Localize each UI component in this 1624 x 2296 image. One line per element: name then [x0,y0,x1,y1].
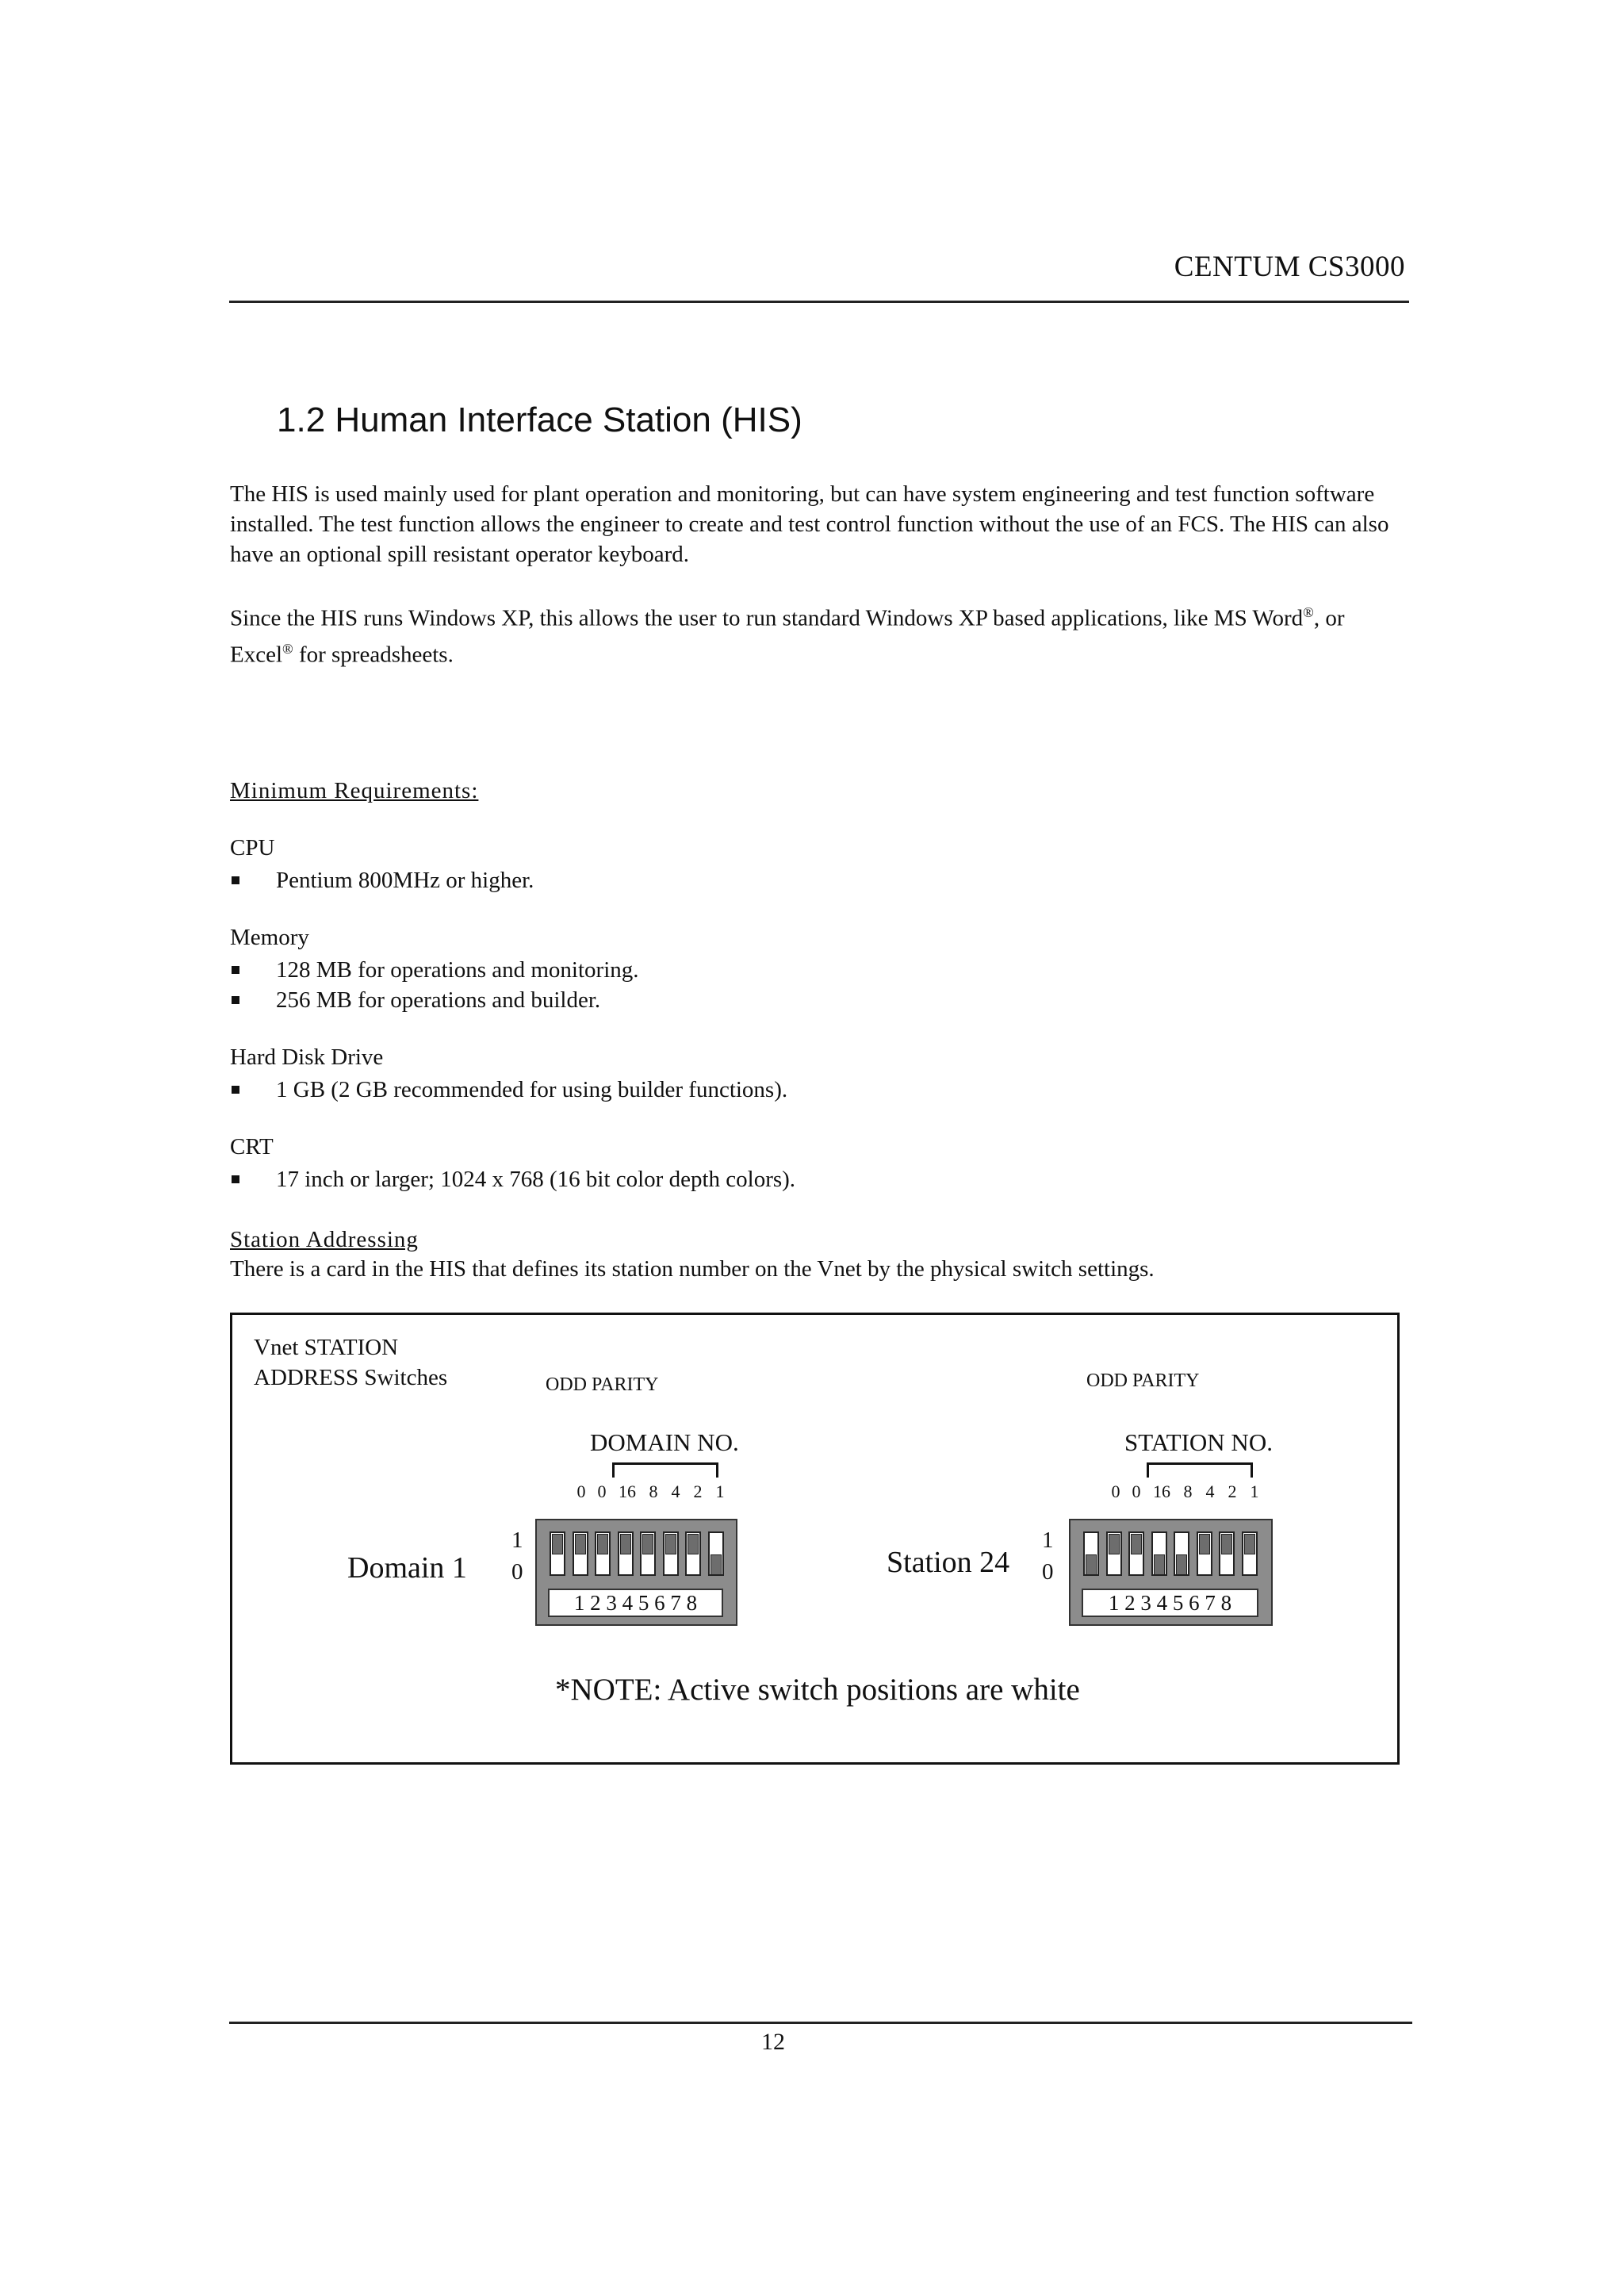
weight-label: 4 [671,1481,680,1501]
weight-label: 8 [1183,1481,1193,1501]
requirement-group-title: CPU [230,835,275,861]
station-switch-lever [1199,1534,1210,1554]
bullet-icon [232,1175,239,1183]
domain-switch-8[interactable] [708,1531,724,1576]
weight-label: 8 [649,1481,658,1501]
section-heading: 1.2 Human Interface Station (HIS) [277,401,802,439]
requirement-group-title: Memory [230,925,309,950]
requirement-item [230,985,600,1015]
station-switch-8[interactable] [1242,1531,1258,1576]
station-dip-switch [1069,1519,1273,1626]
diagram-title [254,1332,447,1393]
station-switch-4[interactable] [1151,1531,1167,1576]
domain-switch-lever [665,1534,676,1554]
station-parity-label: ODD PARITY [1086,1370,1200,1391]
bullet-icon [232,966,239,974]
windows-paragraph [230,597,1396,669]
station-bracket [1147,1462,1253,1478]
domain-parity-label: ODD PARITY [546,1374,659,1395]
weight-label: 2 [693,1481,703,1501]
station-switch-3[interactable] [1128,1531,1144,1576]
requirement-item-text: 1 GB (2 GB recommended for using builder functions). [276,1077,788,1102]
domain-level-high: 1 [511,1527,523,1553]
station-level-low: 0 [1042,1559,1054,1585]
weight-label: 0 [1132,1481,1141,1501]
weight-label: 0 [597,1481,607,1501]
diagram-note: *NOTE: Active switch positions are white [555,1673,1080,1707]
weight-label: 1 [715,1481,725,1501]
domain-switch-lever [642,1534,653,1554]
bullet-icon [232,1086,239,1094]
bullet-icon [232,996,239,1004]
domain-switch-lever [620,1534,631,1554]
domain-switch-2[interactable] [573,1531,588,1576]
domain-switch-4[interactable] [618,1531,634,1576]
domain-dip-switch [535,1519,737,1626]
domain-switch-lever [597,1534,608,1554]
station-switch-lever [1086,1554,1097,1575]
requirement-item [230,1075,787,1105]
bullet-icon [232,876,239,884]
windows-paragraph-part3: for spreadsheets. [293,642,454,668]
domain-level-low: 0 [511,1559,523,1585]
station-switch-lever [1154,1554,1165,1575]
domain-name: Domain 1 [347,1551,467,1585]
windows-paragraph-part1: Since the HIS runs Windows XP, this allows the user to run standard Windows XP based applications, like MS Word [230,605,1304,631]
station-switch-1[interactable] [1083,1531,1099,1576]
footer-divider [229,2022,1412,2024]
station-switch-7[interactable] [1219,1531,1235,1576]
registered-mark: ® [282,640,293,657]
intro-paragraph: The HIS is used mainly used for plant operation and monitoring, but can have system engineering and test function software installed. The test function allows the engineer to create and test control function without the use of an FCS. The HIS can also have an optional spill resistant operator keyboard. [230,481,1389,567]
weight-label: 2 [1228,1481,1237,1501]
domain-switch-lever [552,1534,563,1554]
domain-switch-lever [710,1554,722,1575]
requirement-item [230,955,639,985]
requirement-group-title: Hard Disk Drive [230,1045,384,1070]
domain-switch-5[interactable] [640,1531,656,1576]
domain-switch-1[interactable] [550,1531,565,1576]
station-switch-5[interactable] [1174,1531,1189,1576]
requirement-item-text: 128 MB for operations and monitoring. [276,957,639,983]
station-group-label: STATION NO. [1124,1428,1273,1456]
domain-switch-lever [688,1534,699,1554]
station-switch-lever [1221,1534,1232,1554]
station-switch-lever [1109,1534,1120,1554]
requirement-item [230,1164,795,1194]
domain-switch-numbers: 1 2 3 4 5 6 7 8 [548,1589,723,1617]
domain-switch-lever [575,1534,586,1554]
diagram-title-line1: Vnet STATION [254,1335,399,1360]
station-switch-lever [1244,1534,1255,1554]
domain-bracket [612,1462,718,1478]
domain-switch-7[interactable] [685,1531,701,1576]
weight-label: 1 [1250,1481,1259,1501]
header-divider [229,301,1409,303]
domain-switch-6[interactable] [663,1531,679,1576]
domain-weights [571,1481,731,1502]
station-level-high: 1 [1042,1527,1054,1553]
weight-label: 16 [619,1481,636,1501]
requirement-item-text: Pentium 800MHz or higher. [276,868,534,893]
station-switch-lever [1176,1554,1187,1575]
document-header-title: CENTUM CS3000 [1174,251,1405,283]
requirements-heading: Minimum Requirements: [230,778,479,803]
requirement-item-text: 17 inch or larger; 1024 x 768 (16 bit color depth colors). [276,1167,796,1192]
weight-label: 4 [1205,1481,1215,1501]
weight-label: 0 [1111,1481,1120,1501]
station-addressing-heading: Station Addressing [230,1227,419,1252]
weight-label: 0 [576,1481,586,1501]
registered-mark: ® [1303,604,1314,620]
station-switch-numbers: 1 2 3 4 5 6 7 8 [1082,1589,1258,1617]
station-addressing-text: There is a card in the HIS that defines its station number on the Vnet by the physical switch settings. [230,1256,1155,1282]
requirement-item-text: 256 MB for operations and builder. [276,987,601,1013]
station-switch-2[interactable] [1106,1531,1122,1576]
windows-paragraph-part2: , or Excel [230,605,1345,668]
page-number: 12 [761,2029,785,2055]
requirement-item [230,865,534,895]
diagram-title-line2: ADDRESS Switches [254,1365,448,1390]
domain-group-label: DOMAIN NO. [590,1428,739,1456]
requirement-group-title: CRT [230,1134,274,1159]
weight-label: 16 [1153,1481,1170,1501]
station-name: Station 24 [887,1546,1010,1579]
station-switch-lever [1131,1534,1142,1554]
station-weights [1105,1481,1266,1502]
station-switch-6[interactable] [1197,1531,1212,1576]
domain-switch-3[interactable] [595,1531,611,1576]
